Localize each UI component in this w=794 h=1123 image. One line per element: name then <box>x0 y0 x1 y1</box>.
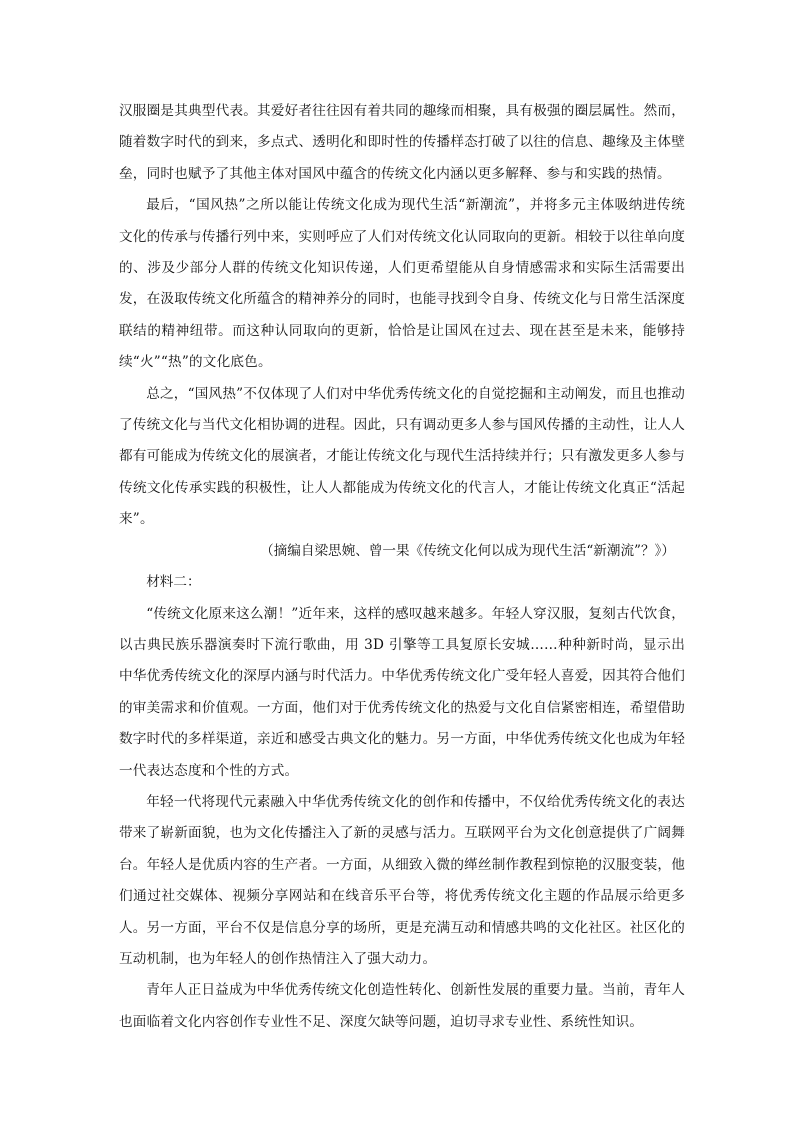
paragraph-young-generation: 年轻一代将现代元素融入中华优秀传统文化的创作和传播中，不仅给优秀传统文化的表达带来了崭新面貌，也为文化传播注入了新的灵感与活力。互联网平台为文化创意提供了广阔舞台。年轻人是优质内容的生产者。一方面，从细致入微的缂丝制作教程到惊艳的汉服变装，他们通过社交媒体、视频分享网站和在线音乐平台等，将优秀传统文化主题的作品展示给更多人。另一方面，平台不仅是信息分享的场所，更是充满互动和情感共鸣的文化社区。社区化的互动机制，也为年轻人的创作热情注入了强大动力。 <box>119 793 685 967</box>
paragraph-traditional-culture-trendy: “传统文化原来这么潮！”近年来，这样的感叹越来越多。年轻人穿汉服，复刻古代饮食，以古典民族乐器演奏时下流行歌曲，用 3D 引擎等工具复原长安城……种种新时尚，显示出中华优秀传统文化的深厚内涵与时代活力。中华优秀传统文化广受年轻人喜爱，因其符合他们的审美需求和价值观。一方面，他们对于优秀传统文化的热爱与文化自信紧密相连，希望借助数字时代的多样渠道，亲近和感受古典文化的魅力。另一方面，中华优秀传统文化也成为年轻一代表达态度和个性的方式。 <box>119 605 685 779</box>
paragraph-in-summary: 总之，“国风热”不仅体现了人们对中华优秀传统文化的自觉挖掘和主动阐发，而且也推动了传统文化与当代文化相协调的进程。因此，只有调动更多人参与国风传播的主动性，让人人都有可能成为传统文化的展演者，才能让传统文化与现代生活持续并行；只有激发更多人参与传统文化传承实践的积极性，让人人都能成为传统文化的代言人，才能让传统文化真正“活起来”。 <box>119 385 685 528</box>
paragraph-hanfu-circle: 汉服圈是其典型代表。其爱好者往往因有着共同的趣缘而相聚，具有极强的圈层属性。然而，随着数字时代的到来，多点式、透明化和即时性的传播样态打破了以往的信息、趣缘及主体壁垒，同时也赋予了其他主体对国风中蕴含的传统文化内涵以更多解释、参与和实践的热情。 <box>119 103 685 182</box>
paragraph-youth-force: 青年人正日益成为中华优秀传统文化创造性转化、创新性发展的重要力量。当前，青年人也面临着文化内容创作专业性不足、深度欠缺等问题，迫切寻求专业性、系统性知识。 <box>119 982 685 1030</box>
paragraph-finally: 最后，“国风热”之所以能让传统文化成为现代生活“新潮流”，并将多元主体吸纳进传统文化的传承与传播行列中来，实则呼应了人们对传统文化认同取向的更新。相较于以往单向度的、涉及少部分人群的传统文化知识传递，人们更希望能从自身情感需求和实际生活需要出发，在汲取传统文化所蕴含的精神养分的同时，也能寻找到令自身、传统文化与日常生活深度联结的精神纽带。而这种认同取向的更新，恰恰是让国风在过去、现在甚至是未来，能够持续“火”“热”的文化底色。 <box>119 197 685 371</box>
source-citation: （摘编自梁思婉、曾一果《传统文化何以成为现代生活“新潮流”？》） <box>260 542 675 559</box>
material-two-heading: 材料二： <box>146 574 201 591</box>
document-page <box>119 96 685 1038</box>
